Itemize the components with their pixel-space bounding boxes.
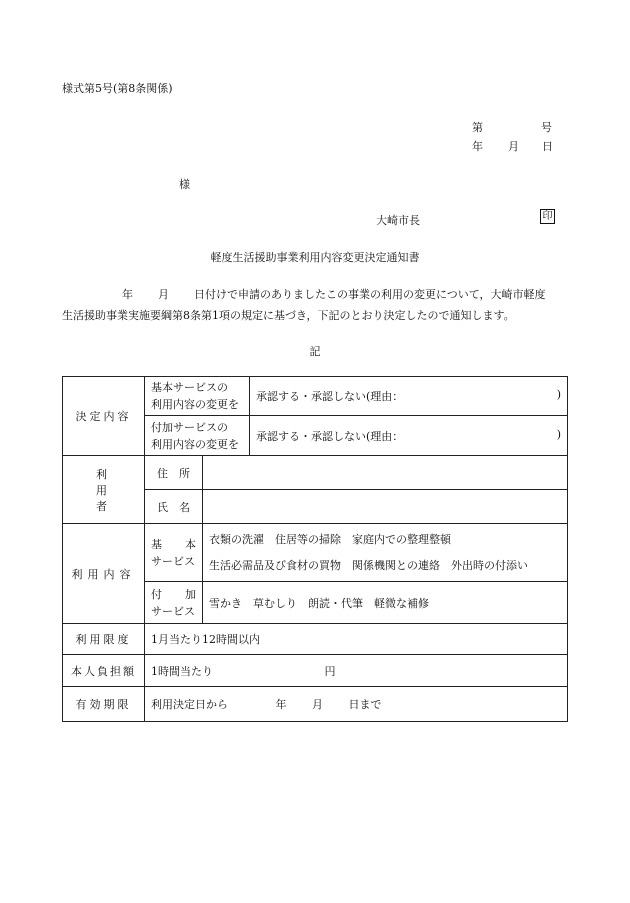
validity-year: 年	[275, 698, 287, 711]
basic-change-line2: 利用内容の変更を	[151, 398, 239, 411]
document-number-prefix: 第	[472, 121, 483, 134]
addon-change-label	[145, 416, 250, 456]
addon-service-word: サービス	[151, 604, 195, 618]
addon-approve-text: 承認する・承認しない(理由：	[256, 429, 404, 443]
validity-until: 日まで	[348, 698, 382, 711]
basic-service-word: サービス	[151, 554, 195, 568]
addon-service-items: 雪かき 草むしり 朗読・代筆 軽微な補修	[203, 582, 568, 624]
basic-items-line2: 生活必需品及び食材の買物 関係機関との連絡 外出時の付添い	[209, 558, 528, 572]
name-value	[203, 490, 568, 524]
table-row	[63, 655, 568, 687]
basic-change-label	[145, 377, 250, 416]
burden-label: 本人負担額	[63, 655, 145, 687]
name-char-2: 名	[179, 500, 190, 514]
burden-value	[145, 655, 568, 687]
basic-service-label	[145, 524, 203, 582]
address-value	[203, 456, 568, 490]
usage-label: 利用内容	[63, 524, 145, 624]
burden-unit: 円	[324, 664, 336, 678]
name-label	[145, 490, 203, 524]
addon-char-2: 加	[185, 587, 196, 601]
seal-stamp: 印	[540, 209, 555, 224]
address-char-2: 所	[179, 466, 190, 480]
body-text: 日付けで申請のありましたこの事業の利用の変更について，大崎市軽度	[194, 288, 546, 301]
decision-table	[62, 376, 568, 722]
basic-char-1: 基	[151, 537, 162, 551]
document-number-suffix: 号	[541, 121, 552, 134]
user-label: 利用者	[63, 456, 145, 524]
validity-label: 有効期限	[63, 687, 145, 722]
body-year: 年	[122, 288, 133, 301]
issuer-name: 大崎市長	[376, 214, 420, 227]
validity-from: 利用決定日から	[151, 698, 228, 711]
date-month: 月	[508, 140, 519, 153]
addon-change-line1: 付加サービスの	[151, 420, 228, 434]
ki-heading: 記	[309, 345, 321, 358]
address-label	[145, 456, 203, 490]
table-row	[63, 624, 568, 655]
addon-close-paren: )	[556, 427, 561, 441]
basic-decision-cell	[250, 377, 568, 416]
addon-char-1: 付	[151, 587, 162, 601]
basic-char-2: 本	[185, 537, 196, 551]
addon-change-line2: 利用内容の変更を	[151, 437, 239, 451]
decision-label: 決定内容	[63, 377, 145, 456]
limit-label: 利用限度	[63, 624, 145, 655]
table-row	[63, 456, 568, 490]
basic-change-line1: 基本サービスの	[151, 381, 228, 394]
basic-service-items	[203, 524, 568, 582]
date-day: 日	[542, 140, 553, 153]
basic-close-paren: )	[556, 388, 561, 401]
address-char-1: 住	[157, 466, 168, 480]
recipient-honorific: 様	[179, 178, 190, 191]
body-month: 月	[158, 288, 169, 301]
basic-approve-text: 承認する・承認しない(理由：	[256, 390, 404, 403]
validity-value	[145, 687, 568, 722]
validity-month: 月	[312, 698, 323, 711]
form-number: 様式第5号(第8条関係)	[62, 82, 173, 95]
addon-service-label	[145, 582, 203, 624]
addon-decision-cell	[250, 416, 568, 456]
name-char-1: 氏	[157, 500, 168, 514]
burden-text: 1時間当たり	[151, 664, 213, 678]
basic-items-line1: 衣類の洗濯 住居等の掃除 家庭内での整理整頓	[209, 532, 451, 546]
date-year: 年	[472, 140, 483, 153]
table-row	[63, 687, 568, 722]
table-row	[63, 524, 568, 582]
table-row	[63, 377, 568, 416]
limit-value: 1月当たり12時間以内	[145, 624, 568, 655]
document-title: 軽度生活援助事業利用内容変更決定通知書	[210, 251, 420, 264]
body-line-2: 生活援助事業実施要綱第8条第1項の規定に基づき，下記のとおり決定したので通知します。	[62, 309, 515, 322]
